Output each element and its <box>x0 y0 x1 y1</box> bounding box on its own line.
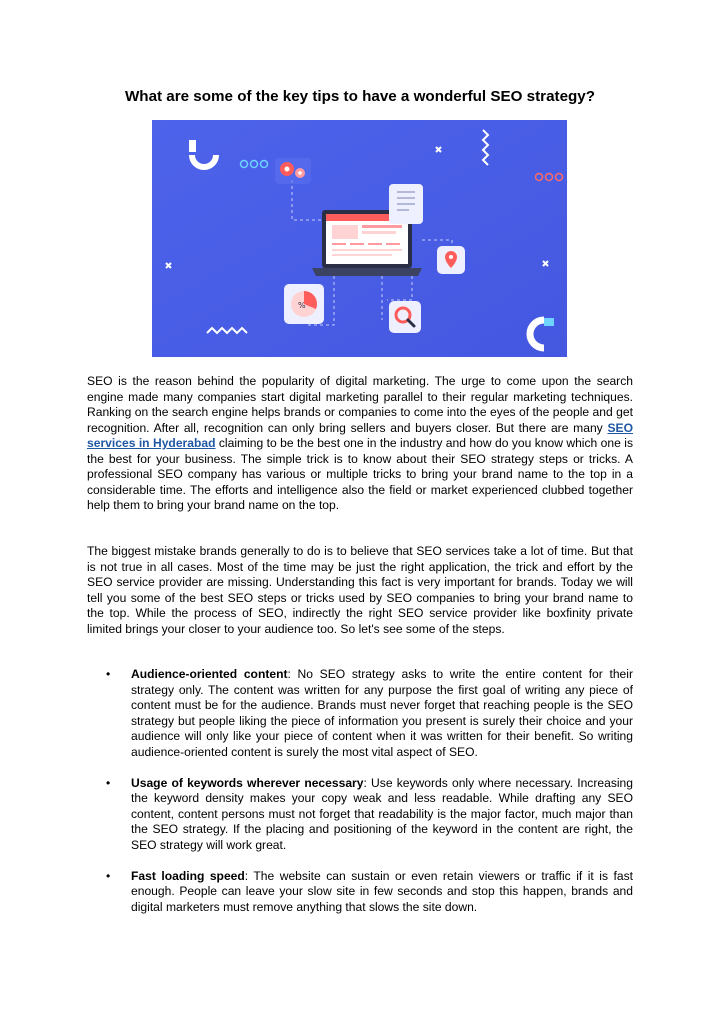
intro-text-end: claiming to be the best one in the industry and how do you know which one is the best for your business. The simple trick is to know about their SEO strategy steps or tricks. A professional SEO company has various or multiple tricks to bring your brand name to the top in a considerable time. The efforts and intelligence also the field or market experienced clubbed together help them to bring your brand name on the top. <box>87 436 633 512</box>
bullet-icon: • <box>106 667 111 681</box>
pie-chart-icon <box>284 284 324 324</box>
tip-heading: Audience-oriented content <box>131 667 288 681</box>
document-icon <box>389 184 423 224</box>
bullet-icon: • <box>106 775 111 790</box>
tips-list <box>87 667 633 931</box>
seo-illustration <box>152 120 567 357</box>
tip-heading: Usage of keywords wherever necessary <box>131 775 364 790</box>
page-title: What are some of the key tips to have a wonderful SEO strategy? <box>124 88 596 105</box>
location-pin-icon <box>437 246 465 274</box>
settings-gears-icon <box>275 158 311 184</box>
tip-heading: Fast loading speed <box>131 868 245 883</box>
bullet-icon: • <box>106 868 111 883</box>
list-item <box>87 776 633 854</box>
tip-text: : No SEO strategy asks to write the entire content for their strategy only. The content was written for any purpose the first goal of writing any piece of content must be for the audience. Brands must never forget that reaching people is the SEO strategy but people liking the piece of information you present is surely their choice and your audience will only like your piece of content when it was written for their benefit. So writing audience-oriented content is surely the most vital aspect of SEO. <box>131 667 633 759</box>
tip-text: : Use keywords only where necessary. Increasing the keyword density makes your copy weak and less readable. While drafting any SEO content, content persons must not forget that readability is the major factor, much major than the SEO strategy. If the placing and positioning of the keyword in the content are right, the SEO strategy will work great. <box>131 775 634 852</box>
magnifier-icon <box>389 301 421 333</box>
seo-services-link[interactable]: SEO services in Hyderabad <box>87 420 633 450</box>
intro-paragraph <box>87 374 633 514</box>
second-paragraph: The biggest mistake brands generally to do is to believe that SEO services take a lot of time. But that is not true in all cases. Most of the time may be just the right application, the trick and effort by the SEO service provider are missing. Understanding this fact is very important for brands. Today we will tell you some of the best SEO steps or tricks used by SEO companies to bring your brand name to the top. While the process of SEO, indirectly the right SEO service provider like boxfinity private limited brings your closer to your audience too. So let's see some of the steps. <box>87 544 633 636</box>
list-item <box>87 667 633 760</box>
tip-text: : The website can sustain or even retain viewers or traffic if it is fast enough. People can leave your slow site in few seconds and stop this happen, brands and digital marketers must remove anything that slows the site down. <box>131 868 633 914</box>
intro-text-start: SEO is the reason behind the popularity of digital marketing. The urge to come upon the search engine made many companies start digital marketing parallel to their regular marketing techniques. Ranking on the search engine helps brands or companies to come into the eyes of the people and get recognition. After all, recognition can only bring sellers and buyers closer. But there are many <box>87 374 633 435</box>
list-item <box>87 869 633 916</box>
pie-percent-label: % <box>298 301 306 310</box>
